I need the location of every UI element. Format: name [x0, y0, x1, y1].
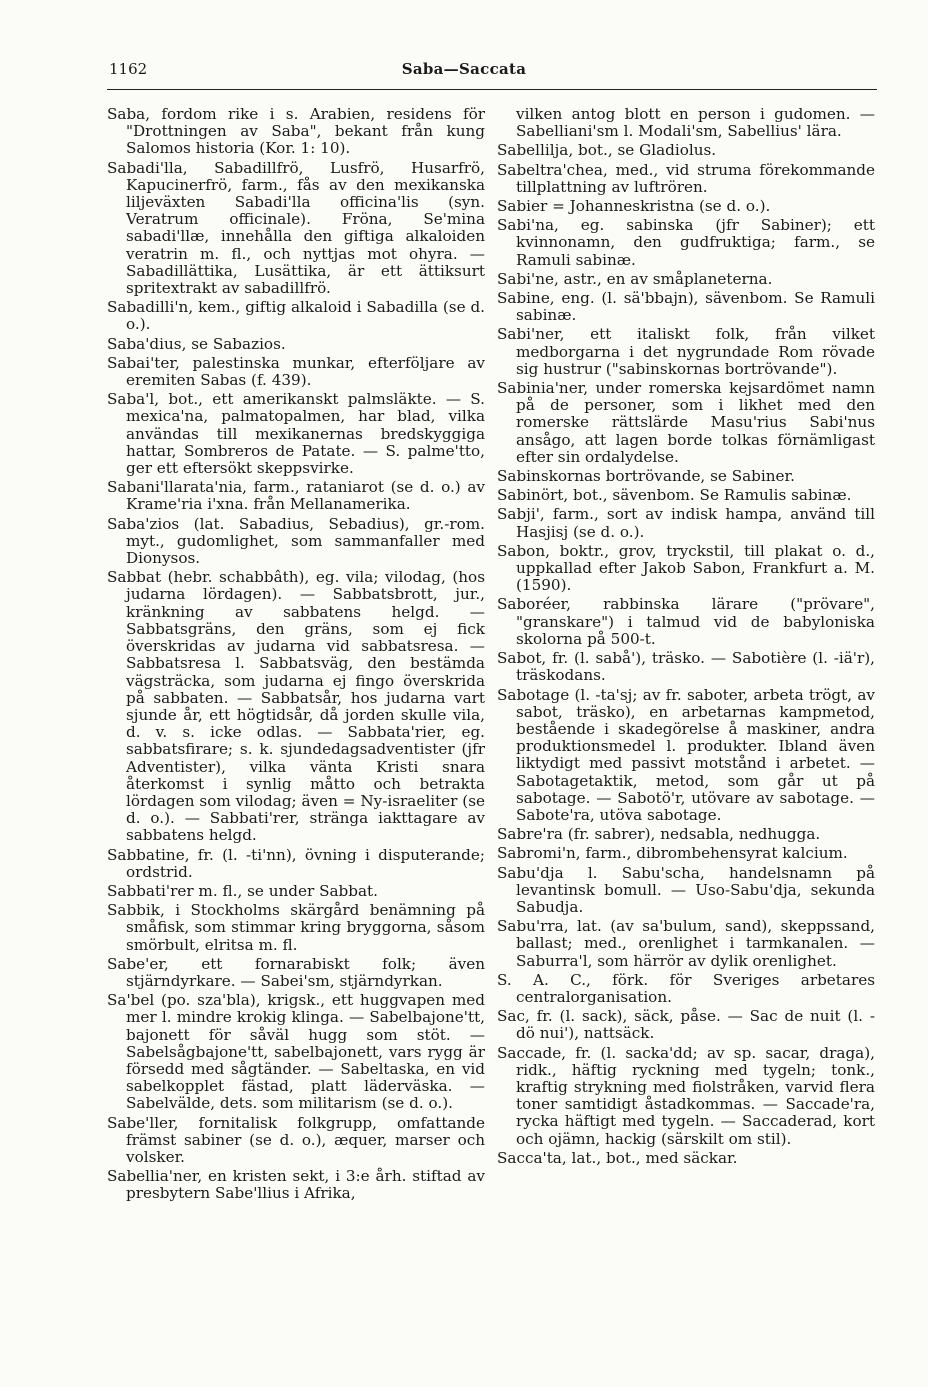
entry-continuation: vilken antog blott en person i gudomen. — Sabelliani'sm l. Modali'sm, Sabellius' lära.: [516, 105, 875, 141]
page-number: 1162: [109, 60, 148, 78]
dictionary-entry: Sabai'ter, palestinska munkar, efterföljare av eremiten Sabas (f. 439).: [107, 353, 485, 390]
dictionary-entry: Sac, fr. (l. sack), säck, påse. — Sac de nuit (l. - dö nui'), nattsäck.: [497, 1007, 875, 1043]
dictionary-entry: Sabier = Johanneskristna (se d. o.).: [497, 197, 771, 216]
dictionary-entry: Saba'l, bot., ett amerikanskt palmsläkte. — S. mexica'na, palmatopalmen, har blad, vilka användas till mexikanernas bredskyggiga hattar, Sombreros de Patate. — S. palme'tto, ger ett eftersökt skeppsvirke.: [107, 390, 485, 478]
dictionary-entry: Sa'bel (po. sza'bla), krigsk., ett huggvapen med mer l. mindre krokig klinga. — Sabelbajone'tt, bajonett för såväl hugg som stöt. — Sabelsågbajone'tt, sabelbajonett, vars rygg är försedd med sågtänder. — Sabeltaska, en vid sabelkopplet fästad, platt läderväska. — Sabelvälde, dets. som militarism (se d. o.).: [107, 991, 485, 1113]
dictionary-entry: Sabe'ller, fornitalisk folkgrupp, omfattande främst sabiner (se d. o.), æquer, marser och volsker.: [107, 1113, 485, 1166]
dictionary-entry: Saccade, fr. (l. sacka'dd; av sp. sacar, draga), ridk., häftig ryckning med tygeln; tonk., kraftig strykning med fiolstråken, varvid flera toner samtidigt åstadkommas. — Saccade'ra, rycka häftigt med tygeln. — Saccaderad, kort och ojämn, hackig (särskilt om stil).: [497, 1043, 875, 1148]
dictionary-entry: S. A. C., förk. för Sveriges arbetares centralorganisation.: [497, 970, 875, 1006]
dictionary-entry: Sabi'ner, ett italiskt folk, från vilket medborgarna i det nygrundade Rom rövade sig hustrur ("sabinskornas bortrövande").: [497, 325, 875, 378]
dictionary-entry: Sabadi'lla, Sabadillfrö, Lusfrö, Husarfrö, Kapucinerfrö, farm., fås av den mexikanska liljeväxten Sabadi'lla officina'lis (syn. Veratrum officinale). Fröna, Se'mina sabadi'llæ, innehålla den giftiga alkaloiden veratrin m. fl., och nyttjas mot ohyra. — Sabadillättika, Lusättika, är ett ättiksurt spritextrakt av sabadillfrö.: [107, 158, 485, 298]
dictionary-entry: Sabinört, bot., sävenbom. Se Ramulis sabinæ.: [497, 486, 852, 505]
dictionary-entry: Sabromi'n, farm., dibrombehensyrat kalcium.: [497, 844, 848, 863]
dictionary-entry: Sabe'er, ett fornarabiskt folk; även stjärndyrkare. — Sabei'sm, stjärndyrkan.: [107, 954, 485, 990]
dictionary-entry: Sabon, boktr., grov, tryckstil, till plakat o. d., uppkallad efter Jakob Sabon, Frankfurt a. M. (1590).: [497, 541, 875, 595]
header-rule: [107, 89, 877, 90]
dictionary-entry: Sabinia'ner, under romerska kejsardömet namn på de personer, som i likhet med den romerske rättslärde Masu'rius Sabi'nus ansågo, att lagen borde tolkas förnämligast efter sin ordalydelse.: [497, 379, 875, 466]
running-head: Saba—Saccata: [401, 60, 527, 78]
dictionary-entry: Saboréer, rabbinska lärare ("prövare", "granskare") i talmud vid de babyloniska skolorna på 500-t.: [497, 595, 875, 648]
page-header: [0, 60, 928, 86]
dictionary-entry: Saba, fordom rike i s. Arabien, residens för "Drottningen av Saba", bekant från kung Salomos historia (Kor. 1: 10).: [107, 105, 485, 158]
dictionary-entry: Sabi'na, eg. sabinska (jfr Sabiner); ett kvinnonamn, den gudfruktiga; farm., se Ramuli sabinæ.: [497, 216, 875, 269]
right-column: [497, 106, 875, 1169]
dictionary-entry: Sabbat (hebr. schabbâth), eg. vila; vilodag, (hos judarna lördagen). — Sabbatsbrott, jur., kränkning av sabbatens helgd. — Sabbatsgräns, den gräns, som ej fick överskridas av judarna vid sabbatsresa. — Sabbatsresa l. Sabbatsväg, den bestämda vägsträcka, som judarna ej fingo överskrida på sabbaten. — Sabbatsår, hos judarna vart sjunde år, ett högtidsår, då jorden skulle vila, d. v. s. icke odlas. — Sabbata'rier, eg. sabbatsfirare; s. k. sjundedagsadventister (jfr Adventister), vilka vänta Kristi snara återkomst i synlig måtto och betrakta lördagen som vilodag; även = Ny-israeliter (se d. o.). — Sabbati'rer, stränga iakttagare av sabbatens helgd.: [107, 568, 485, 845]
dictionary-entry: Sabani'llarata'nia, farm., rataniarot (se d. o.) av Krame'ria i'xna. från Mellanamerika.: [107, 478, 485, 514]
dictionary-entry: Sabellia'ner, en kristen sekt, i 3:e årh. stiftad av presbytern Sabe'llius i Afrika,: [107, 1167, 485, 1203]
dictionary-entry: Sabot, fr. (l. sabå'), träsko. — Sabotière (l. -iä'r), träskodans.: [497, 649, 875, 685]
dictionary-entry: Saba'zios (lat. Sabadius, Sebadius), gr.-rom. myt., gudomlighet, som sammanfaller med Dionysos.: [107, 514, 485, 568]
dictionary-entry: Sabeltra'chea, med., vid struma förekommande tillplattning av luftrören.: [497, 160, 875, 196]
dictionary-entry: Sabellilja, bot., se Gladiolus.: [497, 141, 717, 160]
dictionary-entry: Sacca'ta, lat., bot., med säckar.: [497, 1148, 738, 1167]
dictionary-entry: Sabadilli'n, kem., giftig alkaloid i Sabadilla (se d. o.).: [107, 298, 485, 334]
left-column: [107, 106, 485, 1205]
dictionary-entry: Sabu'dja l. Sabu'scha, handelsnamn på levantinsk bomull. — Uso-Sabu'dja, sekunda Sabudja.: [497, 863, 875, 916]
dictionary-entry: Sabi'ne, astr., en av småplaneterna.: [497, 269, 773, 288]
dictionary-entry: Sabinskornas bortrövande, se Sabiner.: [497, 467, 795, 486]
dictionary-entry: Sabbik, i Stockholms skärgård benämning på småfisk, som stimmar kring bryggorna, såsom smörbult, elritsa m. fl.: [107, 901, 485, 954]
dictionary-entry: Saba'dius, se Sabazios.: [107, 334, 286, 353]
dictionary-entry: Sabji', farm., sort av indisk hampa, använd till Hasjisj (se d. o.).: [497, 505, 875, 541]
dictionary-entry: Sabre'ra (fr. sabrer), nedsabla, nedhugga.: [497, 825, 821, 844]
dictionary-entry: Sabbati'rer m. fl., se under Sabbat.: [107, 881, 378, 900]
dictionary-entry: Sabotage (l. -ta'sj; av fr. saboter, arbeta trögt, av sabot, träsko), en arbetarnas kampmetod, bestående i skadegörelse å maskiner, andra produktionsmedel l. produkter. Ibland även liktydigt med passivt motstånd i arbetet. — Sabotagetaktik, metod, som går ut på sabotage. — Sabotö'r, utövare av sabotage. — Sabote'ra, utöva sabotage.: [497, 685, 875, 824]
dictionary-entry: Sabbatine, fr. (l. -ti'nn), övning i disputerande; ordstrid.: [107, 845, 485, 881]
dictionary-entry: Sabine, eng. (l. sä'bbajn), sävenbom. Se Ramuli sabinæ.: [497, 289, 875, 325]
dictionary-entry: Sabu'rra, lat. (av sa'bulum, sand), skeppssand, ballast; med., orenlighet i tarmkanalen. — Saburra'l, som härrör av dylik orenlighet.: [497, 917, 875, 970]
